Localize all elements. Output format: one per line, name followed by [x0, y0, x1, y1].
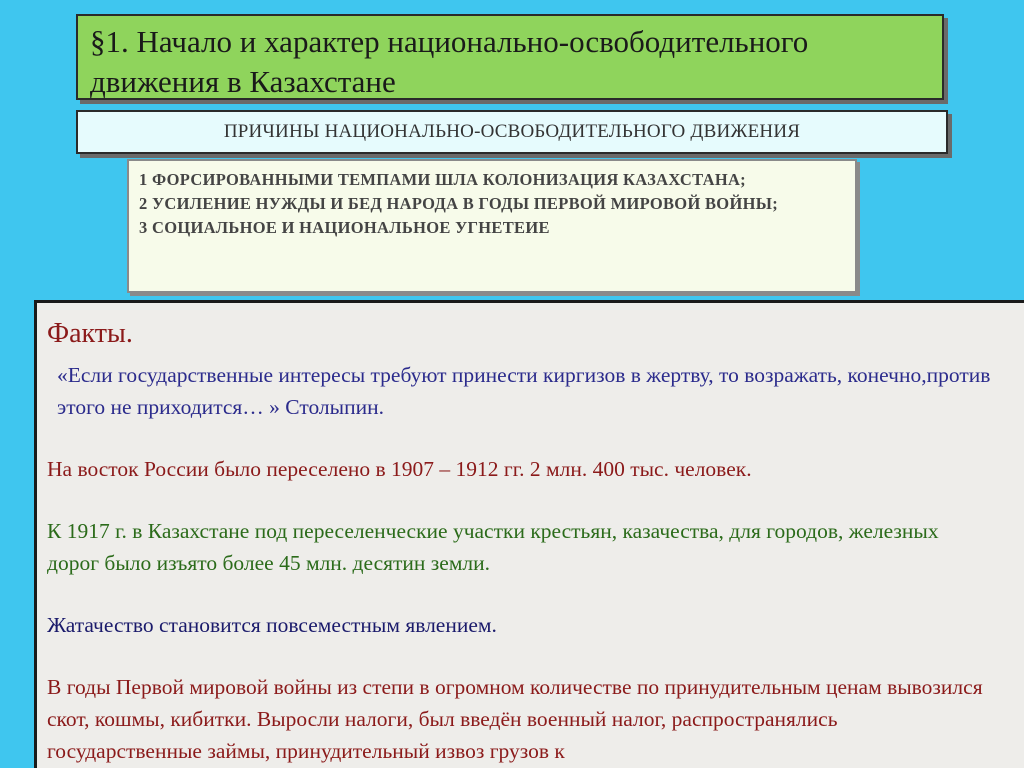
facts-heading: Факты.	[47, 318, 133, 349]
facts-panel	[34, 300, 1024, 768]
fact-resettlement: На восток России было переселено в 1907 – 1912 гг. 2 млн. 400 тыс. человек.	[47, 457, 752, 481]
reason-item-2: 2 УСИЛЕНИЕ НУЖДЫ И БЕД НАРОДА В ГОДЫ ПЕРВОЙ МИРОВОЙ ВОЙНЫ;	[139, 194, 779, 213]
fact-zhatak: Жатачество становится повсеместным явлением.	[47, 613, 497, 637]
slide-title-line1: §1. Начало и характер национально-освободительного	[90, 24, 809, 59]
reason-item-3: 3 СОЦИАЛЬНОЕ И НАЦИОНАЛЬНОЕ УГНЕТЕИЕ	[139, 218, 550, 237]
slide-title	[76, 14, 944, 100]
slide-title-line2: движения в Казахстане	[90, 64, 396, 99]
reason-item-1: 1 ФОРСИРОВАННЫМИ ТЕМПАМИ ШЛА КОЛОНИЗАЦИЯ КАЗАХСТАНА;	[139, 170, 746, 189]
fact-wartime: В годы Первой мировой войны из степи в огромном количестве по принудительным ценам вывозился скот, кошмы, кибитки. Выросли налоги, был введён военный налог, распространялись государственные займы, принудительный извоз грузов к	[47, 675, 983, 763]
fact-land-seizure: К 1917 г. в Казахстане под переселенческие участки крестьян, казачества, для городов, железных дорог было изъято более 45 млн. десятин земли.	[47, 519, 939, 575]
reasons-list	[127, 159, 857, 293]
stolypin-quote: «Если государственные интересы требуют принести киргизов в жертву, то возражать, конечно,против этого не приходится… » Столыпин.	[57, 363, 991, 419]
reasons-header: ПРИЧИНЫ НАЦИОНАЛЬНО-ОСВОБОДИТЕЛЬНОГО ДВИЖЕНИЯ	[76, 110, 948, 154]
